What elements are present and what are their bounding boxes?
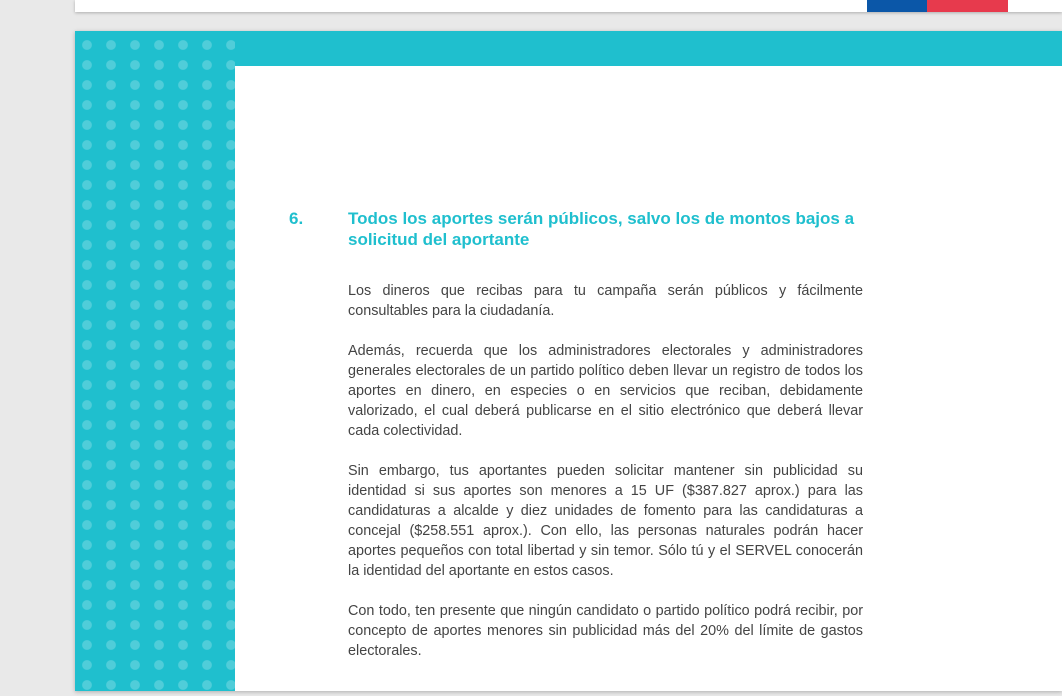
paragraph: Sin embargo, tus aportantes pueden solicitar mantener sin publicidad su identidad si sus aportes son menores a 15 UF ($387.827 aprox.) para las candidaturas a alcalde y diez unidades de fomento para las candidaturas a concejal ($258.551 aprox.). Con ello, las personas naturales podrán hacer aportes pequeños con total libertad y sin temor. Sólo tú y el SERVEL conocerán la identidad del aportante en estos casos.: [348, 463, 863, 579]
paragraph: Además, recuerda que los administradores electorales y administradores generales electorales de un partido político deben llevar un registro de todos los aportes en dinero, en especies o en servicios que reciban, debidamente valorizado, el cual deberá publicarse en el sitio electrónico que deberá llevar cada colectividad.: [348, 343, 863, 439]
section-number: 6.: [289, 209, 304, 228]
section-title: Todos los aportes serán públicos, salvo los de montos bajos a solicitud del aportante: [348, 209, 855, 249]
previous-page: [75, 0, 1062, 12]
paragraph: Con todo, ten presente que ningún candidato o partido político podrá recibir, por concepto de aportes menores sin publicidad más del 20% del límite de gastos electorales.: [348, 603, 863, 659]
flag-red-stripe: [927, 0, 1008, 12]
dotted-pattern-band: [75, 31, 235, 691]
document-page: [75, 31, 1062, 691]
content-panel: [235, 66, 1062, 691]
section-body: [348, 281, 863, 681]
flag-blue-stripe: [867, 0, 927, 12]
paragraph: Los dineros que recibas para tu campaña serán públicos y fácilmente consultables para la ciudadanía.: [348, 283, 863, 319]
